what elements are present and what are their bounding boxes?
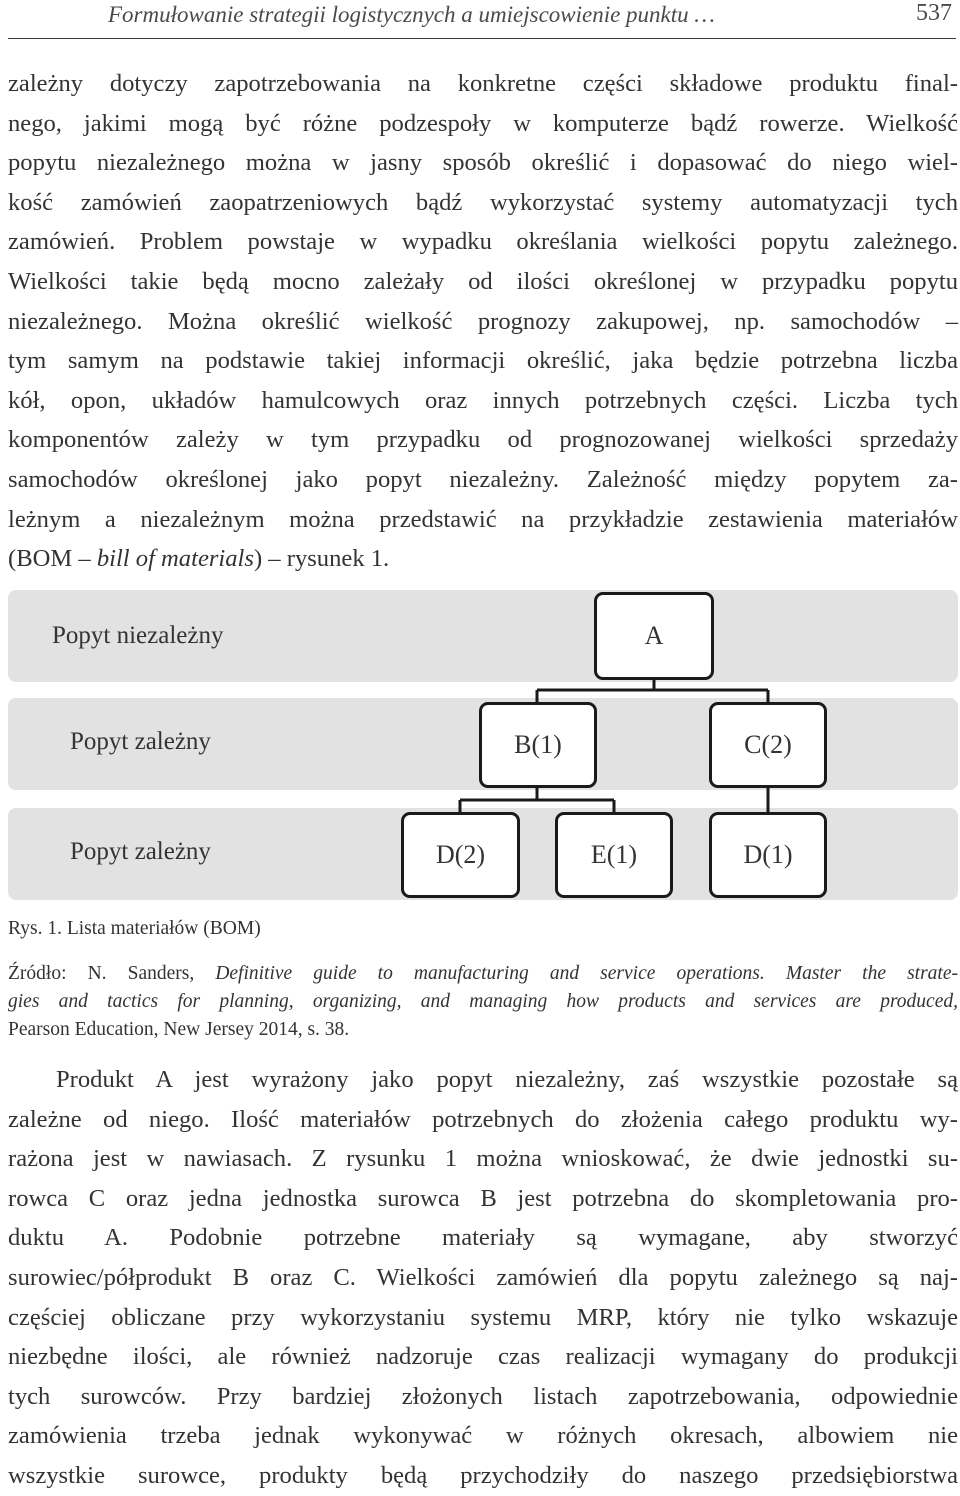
- paragraph-line: popytu niezależnego można w jasny sposób określić i dopasować do niego wiel-: [8, 149, 958, 177]
- paragraph-line: zamówień. Problem powstaje w wypadku określania wielkości popytu zależnego.: [8, 228, 958, 256]
- paragraph-line: komponentów zależy w tym przypadku od prognozowanej wielkości sprzedaży: [8, 426, 958, 454]
- paragraph-line: surowiec/półprodukt B oraz C. Wielkości zamówień dla popytu zależnego są naj-: [8, 1263, 958, 1291]
- level-label-independent: Popyt niezależny: [52, 622, 224, 649]
- level-label-dependent-1: Popyt zależny: [70, 728, 211, 755]
- level-label-dependent-2: Popyt zależny: [70, 838, 211, 865]
- paragraph-line: zależne od niego. Ilość materiałów potrzebnych do złożenia całego produktu wy-: [8, 1105, 958, 1133]
- paragraph-line: nego, jakimi mogą być różne podzespoły w komputerze bądź rowerze. Wielkość: [8, 109, 958, 137]
- paragraph-line: duktu A. Podobnie potrzebne materiały są wymagane, aby stworzyć: [8, 1224, 958, 1252]
- paragraph-line: tym samym na podstawie takiej informacji określić, jaka będzie potrzebna liczba: [8, 347, 958, 375]
- paragraph-line-last: [8, 539, 958, 579]
- paragraph-line: rażona jest w nawiasach. Z rysunku 1 można wnioskować, że dwie jednostki su-: [8, 1145, 958, 1173]
- paragraph-line: kół, opon, układów hamulcowych oraz innych potrzebnych części. Liczba tych: [8, 386, 958, 414]
- paragraph-line: rowca C oraz jedna jednostka surowca B jest potrzebna do skompletowania pro-: [8, 1184, 958, 1212]
- node-c: C(2): [709, 702, 827, 788]
- paragraph-line: wszystkie surowce, produkty będą przychodziły do naszego przedsiębiorstwa: [8, 1461, 958, 1489]
- figure-source: [8, 960, 958, 1044]
- source-title-1: Definitive guide to manufacturing and service operations. Master the strate-: [215, 963, 958, 984]
- source-line-2: [8, 988, 958, 1016]
- bom-suffix: ) – rysunek 1.: [253, 545, 390, 573]
- page-number: 537: [916, 0, 952, 26]
- paragraph-line: samochodów określonej jako popyt niezależny. Zależność między popytem za-: [8, 465, 958, 493]
- source-line-1: [8, 960, 958, 988]
- node-e: E(1): [555, 812, 673, 898]
- bom-term-italic: bill of materials: [96, 545, 254, 573]
- running-title: Formułowanie strategii logistycznych a umiejscowienie punktu …: [108, 2, 715, 27]
- node-b: B(1): [479, 702, 597, 788]
- paragraph-line: tych surowców. Przy bardziej złożonych listach zapotrzebowania, odpowiednie: [8, 1382, 958, 1410]
- paragraph-line: zamówienia trzeba jednak wykonywać w różnych okresach, albowiem nie: [8, 1422, 958, 1450]
- source-line-3: Pearson Education, New Jersey 2014, s. 38.: [8, 1019, 350, 1040]
- paragraph-line: częściej obliczane przy wykorzystaniu systemu MRP, który nie tylko wskazuje: [8, 1303, 958, 1331]
- figure-caption: Rys. 1. Lista materiałów (BOM): [8, 918, 261, 939]
- paragraph-line: Wielkości takie będą mocno zależały od ilości określonej w przypadku popytu: [8, 267, 958, 295]
- source-prefix: Źródło: N. Sanders,: [8, 963, 216, 984]
- paragraph-line: zależny dotyczy zapotrzebowania na konkretne części składowe produktu final-: [8, 70, 958, 97]
- node-d2: D(1): [709, 812, 827, 898]
- running-header: [8, 0, 956, 39]
- paragraph-line: niezależnego. Można określić wielkość prognozy zakupowej, np. samochodów –: [8, 307, 958, 335]
- paragraph-1: [8, 64, 958, 579]
- node-d1: D(2): [401, 812, 520, 898]
- paragraph-2: [8, 1060, 958, 1496]
- paragraph-line: niezbędne ilości, ale również nadzoruje czas realizacji wymagany do produkcji: [8, 1343, 958, 1371]
- paragraph-line: Produkt A jest wyrażony jako popyt niezależny, zaś wszystkie pozostałe są: [56, 1066, 958, 1093]
- paragraph-line: leżnym a niezależnym można przedstawić na przykładzie zestawienia materiałów: [8, 505, 958, 533]
- node-a: A: [594, 592, 714, 680]
- bom-prefix: (BOM –: [8, 545, 97, 573]
- source-title-2: gies and tactics for planning, organizing, and managing how products and services are produced,: [8, 991, 958, 1012]
- paragraph-line: kość zamówień zaopatrzeniowych bądź wykorzystać systemy automatyzacji tych: [8, 188, 958, 216]
- bom-diagram: [0, 590, 960, 900]
